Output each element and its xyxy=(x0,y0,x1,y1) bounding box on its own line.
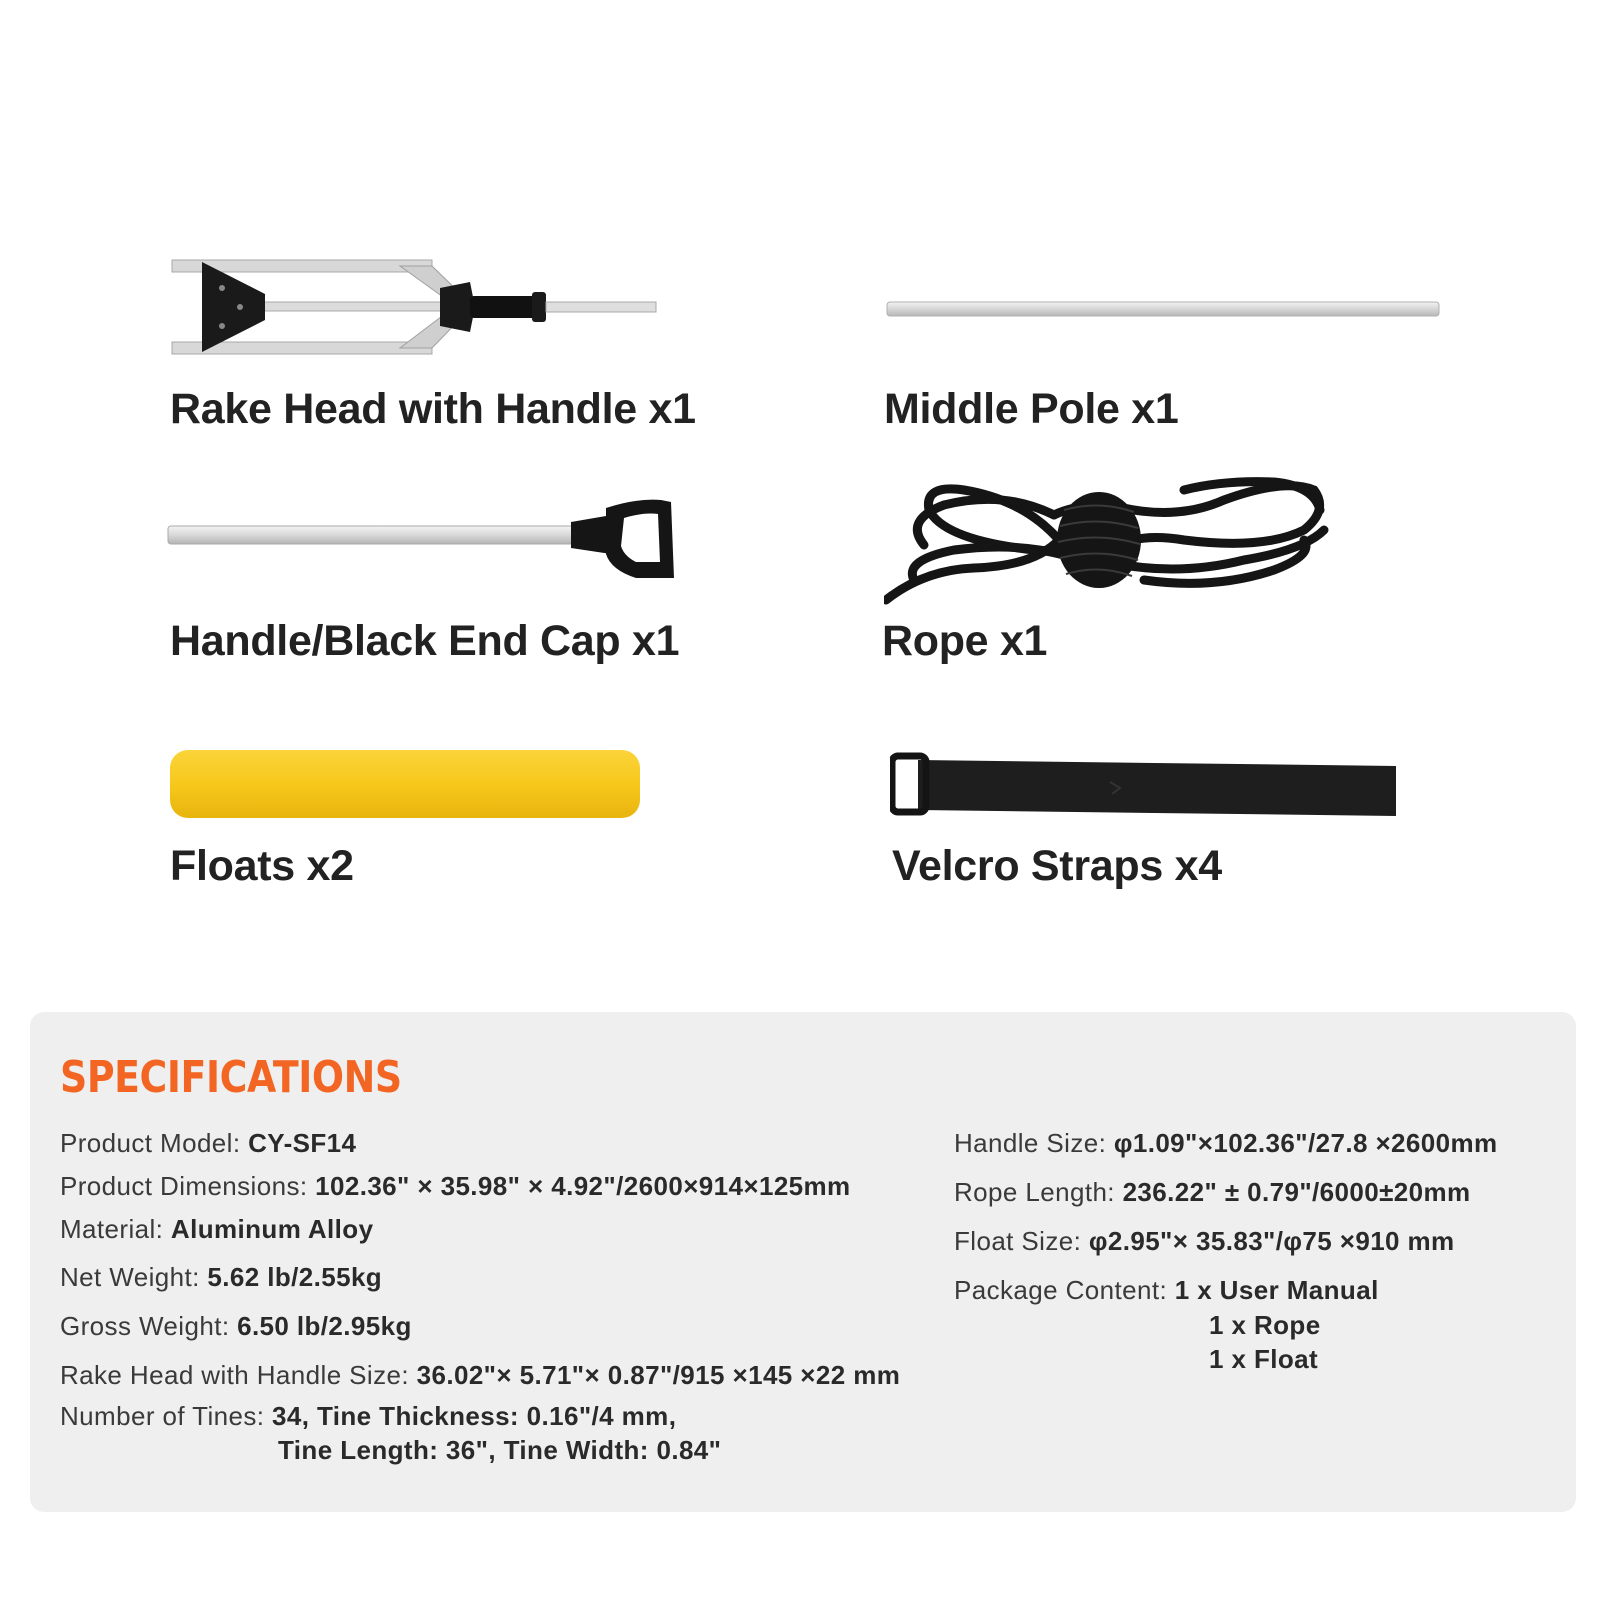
middle-pole-image xyxy=(886,300,1440,320)
spec-product-dimensions: Product Dimensions: 102.36" × 35.98" × 4.92"/2600×914×125mm xyxy=(60,1171,851,1201)
float-image xyxy=(168,746,642,822)
spec-number-of-tines: Number of Tines: 34, Tine Thickness: 0.16"/4 mm, xyxy=(60,1401,677,1431)
rake-head-image xyxy=(170,258,660,358)
part-label-middle-pole: Middle Pole x1 xyxy=(884,385,1179,433)
spec-float-size: Float Size: φ2.95"× 35.83"/φ75 ×910 mm xyxy=(954,1226,1455,1256)
spec-net-weight: Net Weight: 5.62 lb/2.55kg xyxy=(60,1262,383,1292)
spec-rope-length: Rope Length: 236.22" ± 0.79"/6000±20mm xyxy=(954,1177,1471,1207)
spec-material: Material: Aluminum Alloy xyxy=(60,1214,374,1244)
spec-product-model: Product Model: CY-SF14 xyxy=(60,1128,357,1158)
spec-tines-continued: Tine Length: 36", Tine Width: 0.84" xyxy=(278,1435,722,1465)
part-label-rope: Rope x1 xyxy=(882,617,1048,665)
handle-end-cap-image xyxy=(166,498,676,582)
spec-package-float: 1 x Float xyxy=(1209,1344,1319,1374)
spec-package-content: Package Content: 1 x User Manual xyxy=(954,1275,1379,1305)
part-label-handle-end-cap: Handle/Black End Cap x1 xyxy=(170,617,680,665)
spec-handle-size: Handle Size: φ1.09"×102.36"/27.8 ×2600mm xyxy=(954,1128,1498,1158)
rope-image xyxy=(884,470,1330,606)
spec-rake-head-size: Rake Head with Handle Size: 36.02"× 5.71"× 0.87"/915 ×145 ×22 mm xyxy=(60,1360,901,1390)
part-label-floats: Floats x2 xyxy=(170,842,354,890)
spec-gross-weight: Gross Weight: 6.50 lb/2.95kg xyxy=(60,1311,412,1341)
part-label-rake-head: Rake Head with Handle x1 xyxy=(170,385,696,433)
specifications-panel xyxy=(30,1012,1576,1512)
spec-package-rope: 1 x Rope xyxy=(1209,1310,1321,1340)
velcro-strap-image xyxy=(890,752,1396,818)
specifications-title: SPECIFICATIONS xyxy=(60,1052,402,1103)
part-label-velcro-straps: Velcro Straps x4 xyxy=(892,842,1222,890)
